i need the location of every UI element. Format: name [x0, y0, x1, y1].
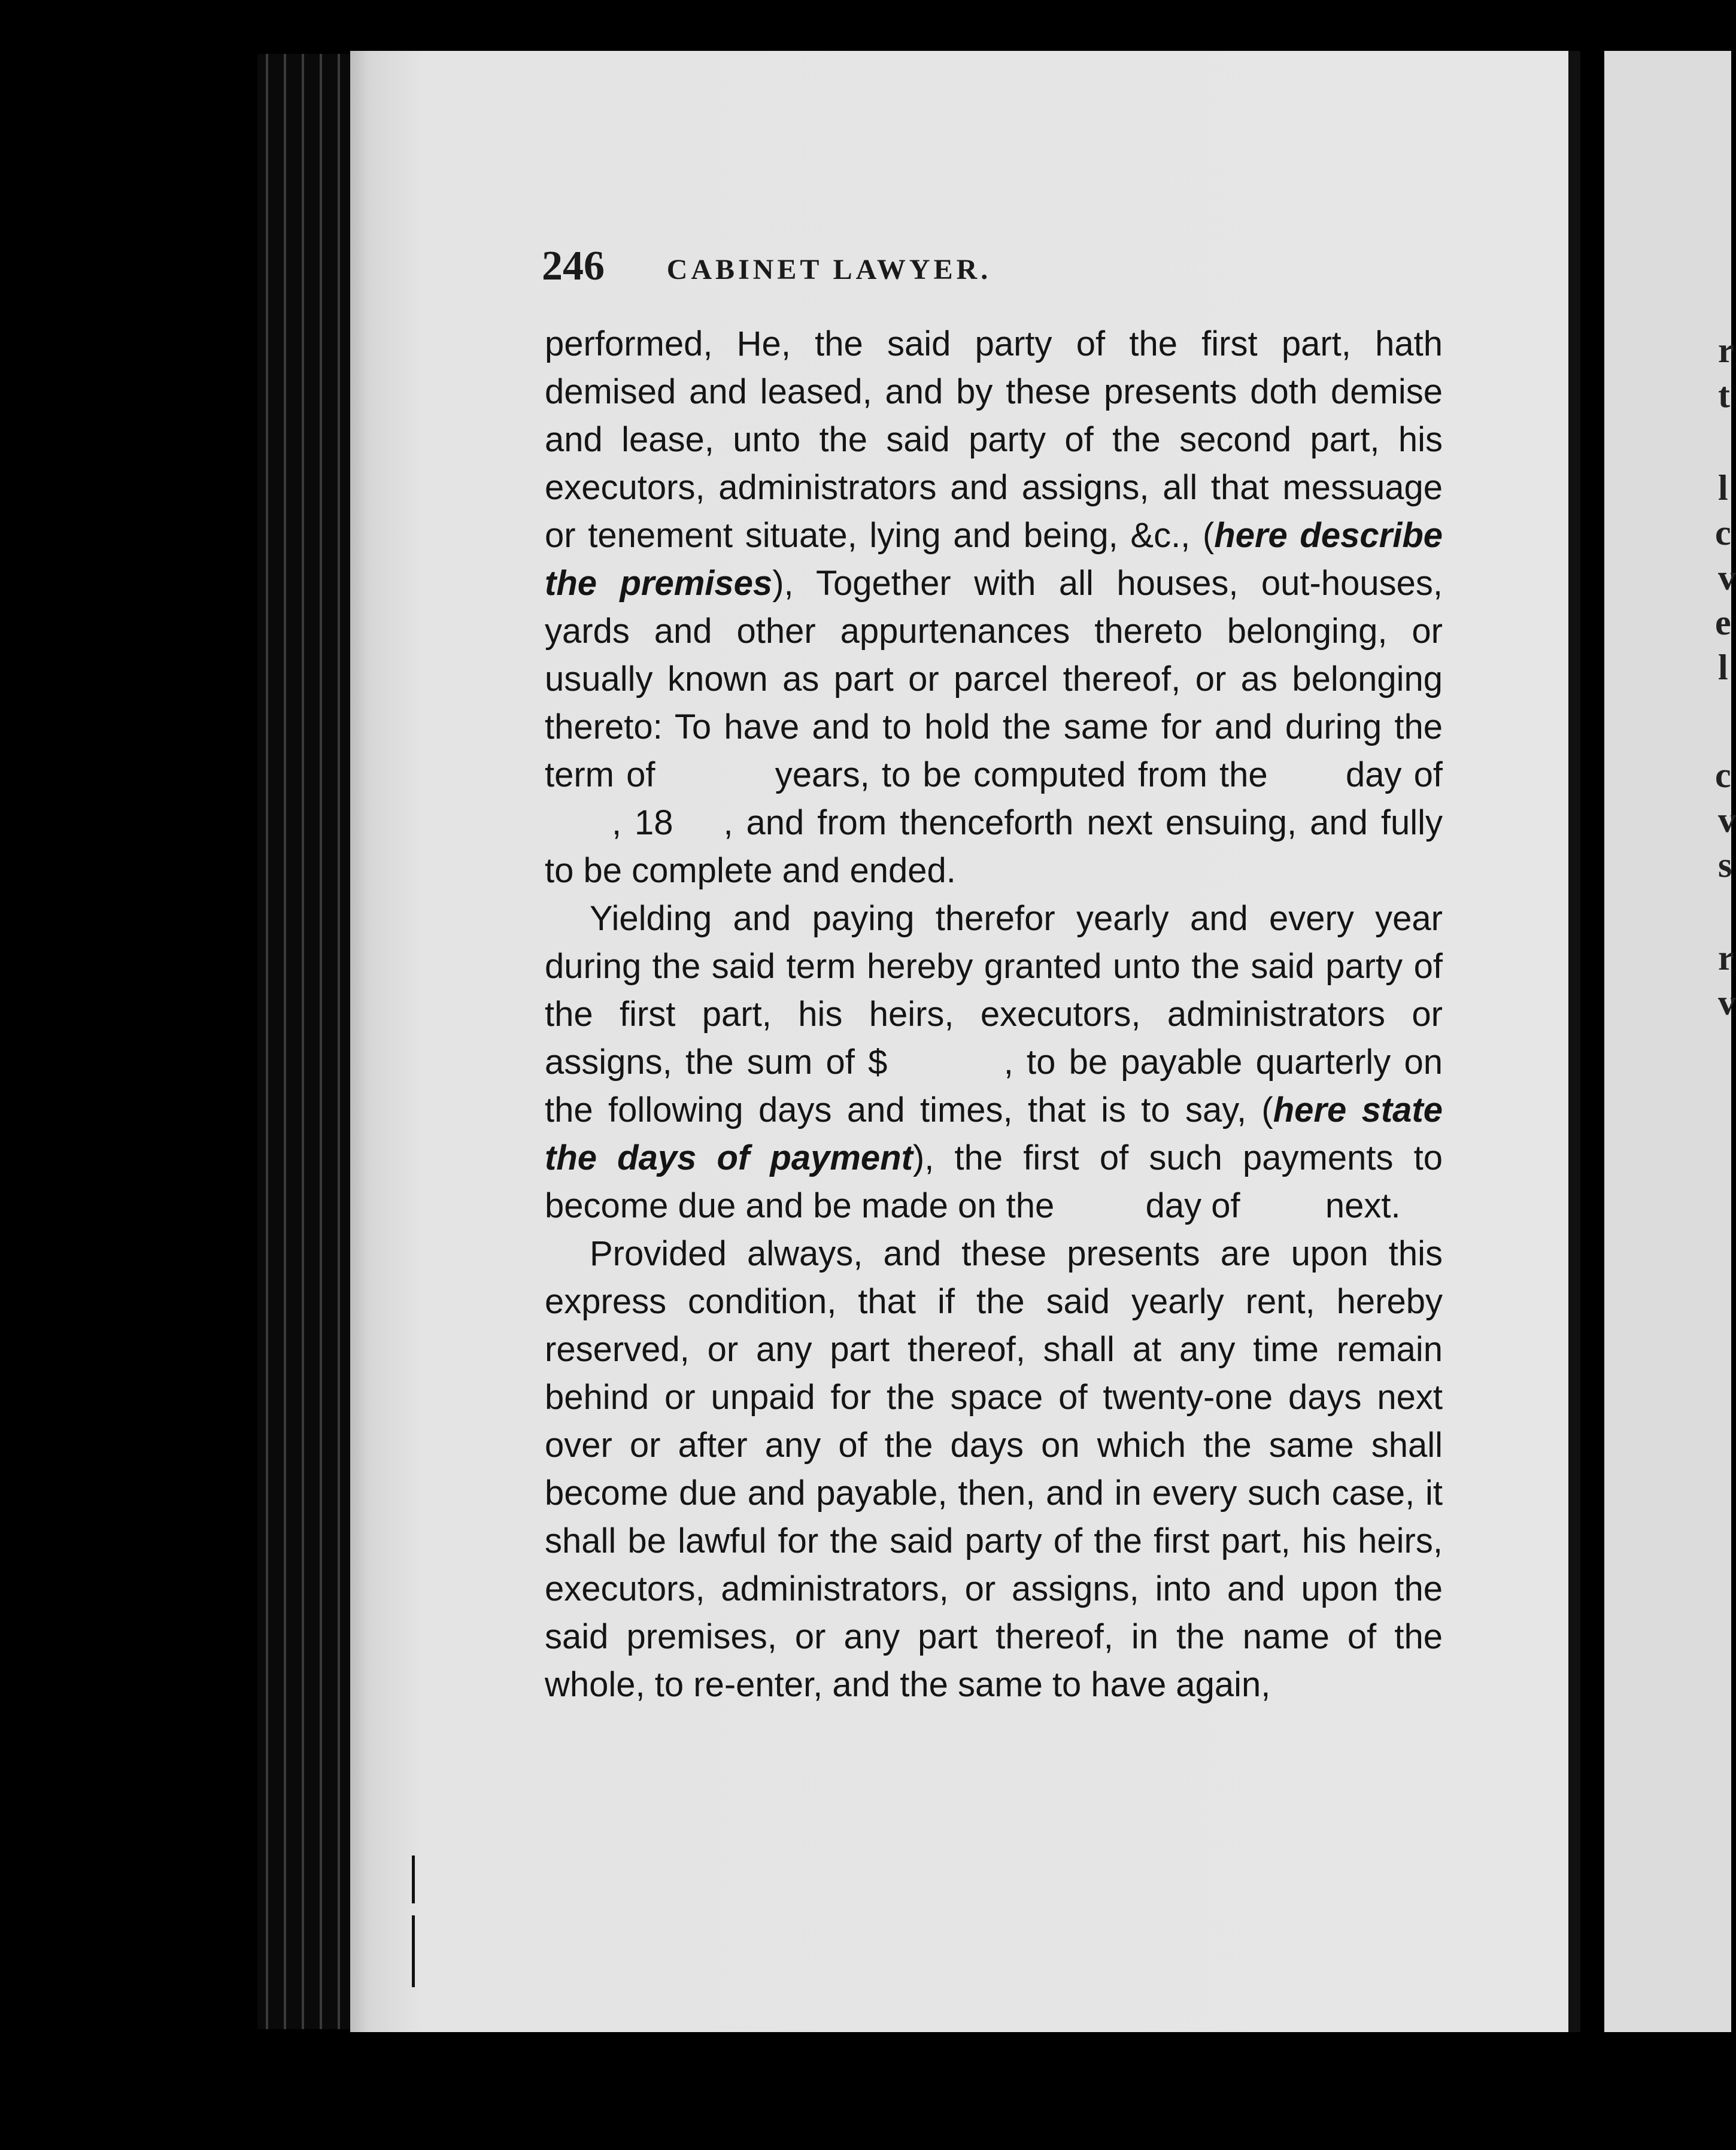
book-binding: [257, 54, 353, 2029]
facing-page-fragment: v: [1718, 558, 1736, 597]
page-gutter: [1568, 51, 1580, 2032]
paragraph: [545, 895, 1443, 1230]
facing-page-fragment: r: [1718, 330, 1734, 370]
facing-page: [1604, 51, 1736, 2032]
facing-page-fragment: v: [1718, 800, 1736, 840]
text-run: performed, He, the said party of the first part, hath demised and leased, and by these presents doth demise and lease, unto the said party of the second part, his executors, administrators and assigns, all that messuage or tenement situate, lying and being, &c., (: [545, 324, 1443, 555]
facing-page-fragment: c: [1715, 755, 1731, 795]
facing-page-fragment: l: [1718, 468, 1728, 508]
text-run: day of: [1345, 755, 1443, 794]
italic-text: here state the days of payment: [545, 1091, 1443, 1177]
facing-page-fragment: v: [1718, 983, 1736, 1022]
text-run: ), Together with all houses, out-houses, yards and other appurtenances thereto belonging, or usually known as part or parcel thereof, or as belonging thereto: To have and to hold the same for and during the term of: [545, 564, 1443, 794]
facing-page-fragment: t: [1718, 375, 1730, 415]
text-run: years, to be computed from the: [775, 755, 1268, 794]
text-run: next.: [1325, 1186, 1401, 1225]
page-number: 246: [542, 243, 605, 289]
running-head: [542, 242, 1152, 296]
facing-page-fragment: l: [1718, 648, 1728, 687]
scan-artifact: [412, 1856, 415, 1903]
scan-artifact: [412, 1915, 415, 1987]
facing-page-fragment: s: [1718, 845, 1732, 885]
text-run: , to be payable quarterly on the following days and times, that is to say, (: [545, 1043, 1443, 1129]
italic-text: here describe the premises: [545, 516, 1443, 603]
text-run: Provided always, and these presents are upon this express condition, that if the said yearly rent, hereby reserved, or any part thereof, shall at any time remain behind or unpaid for the space of twenty-one days next over or after any of the days on which the same shall become due and payable, then, and in every such case, it shall be lawful for the said party of the first part, his heirs, executors, administrators, or assigns, into and upon the said premises, or any part thereof, in the name of the whole, to re-enter, and the same to have again,: [545, 1234, 1443, 1704]
text-run: day of: [1145, 1186, 1240, 1225]
running-title: CABINET LAWYER.: [666, 254, 992, 286]
text-run: ), the first of such payments to become due and be made on the: [545, 1138, 1443, 1225]
facing-page-fragment: e: [1715, 603, 1731, 642]
body-text: [545, 320, 1443, 1709]
text-run: , and from thenceforth next ensuing, and fully to be complete and ended.: [545, 803, 1443, 890]
facing-page-fragment: r: [1718, 938, 1734, 977]
text-run: 18: [635, 803, 673, 842]
paragraph: [545, 320, 1443, 895]
paragraph: [545, 1230, 1443, 1709]
text-run: Yielding and paying therefor yearly and every year during the said term hereby granted unto the said party of the first part, his heirs, executors, administrators or assigns, the sum of $: [545, 899, 1443, 1082]
facing-page-fragment: c: [1715, 513, 1731, 552]
text-run: ,: [611, 803, 622, 842]
